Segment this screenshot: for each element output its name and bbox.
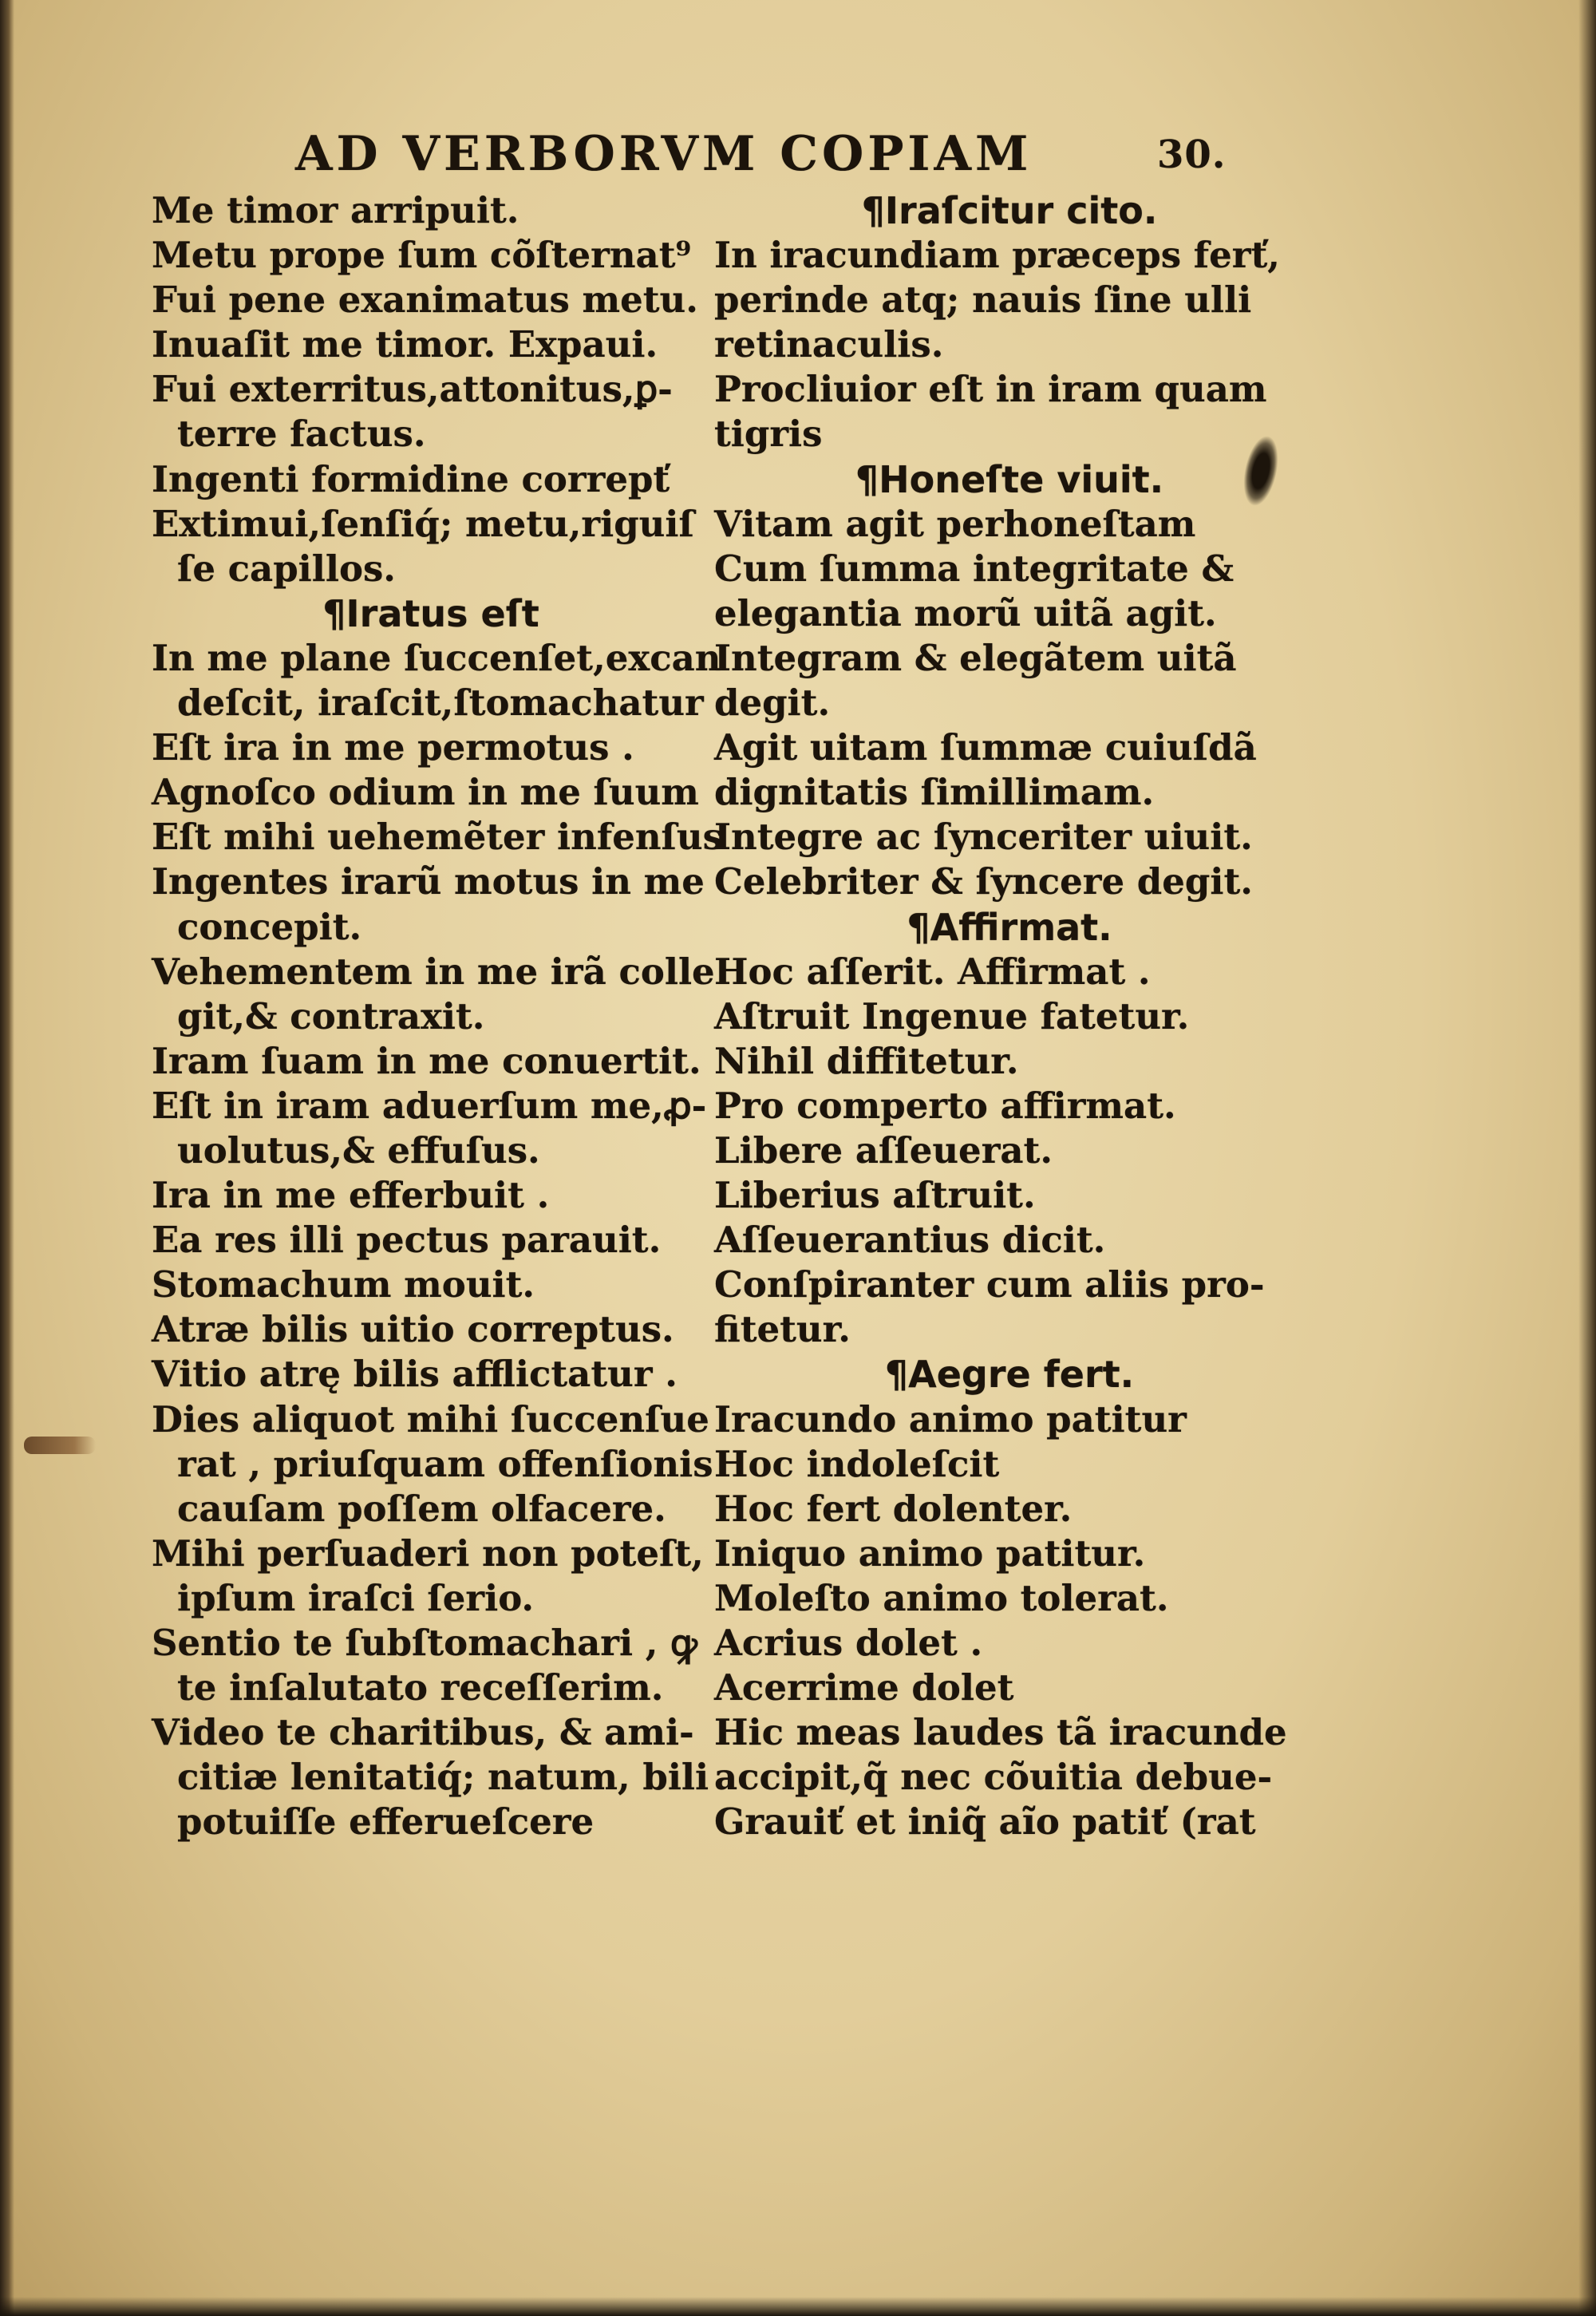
running-header — [295, 126, 1269, 182]
running-title: AD VERBORVM COPIAM — [295, 126, 1033, 182]
bookmark-tab — [24, 1437, 96, 1454]
text-line: Mihi perſuaderi non poteſt, — [152, 1531, 704, 1575]
text-line: Vitam agit perhoneſtam — [714, 502, 1196, 545]
text-line: Hoc fert dolenter. — [714, 1487, 1073, 1530]
text-line: Grauiť et iniq̃ aĩo patiť (rat — [714, 1800, 1256, 1844]
text-line: Nihil diffitetur. — [714, 1039, 1019, 1082]
text-line: In me plane ſuccenſet,excan — [152, 636, 721, 679]
text-line: Ira in me efferbuit . — [152, 1174, 550, 1217]
text-line: Iniquo animo patitur. — [714, 1531, 1146, 1575]
text-line: Fui pene exanimatus metu. — [152, 279, 698, 322]
section-heading: ¶Honeſte viuit. — [855, 457, 1164, 501]
text-line: Integre ac ſynceriter uiuit. — [714, 816, 1253, 859]
text-line: Iracundo animo patitur — [714, 1397, 1187, 1441]
text-line: Vitio atrę bilis afflictatur . — [152, 1353, 678, 1396]
text-line: terre factus. — [177, 413, 426, 456]
text-line: Hoc indoleſcit — [714, 1442, 1000, 1485]
text-line: Hic meas laudes tã iracunde — [714, 1711, 1287, 1754]
text-line: Eſt in iram aduerſum me,ꝓ- — [152, 1084, 707, 1127]
text-line: Liberius aſtruit. — [714, 1174, 1036, 1217]
text-line: Metu prope ſum cõſternat⁹ — [152, 234, 692, 277]
text-line: Ea res illi pectus parauit. — [152, 1219, 662, 1262]
text-line: Video te charitibus, & ami- — [152, 1711, 694, 1754]
text-line: Extimui,ſenſiq́; metu,riguiſ — [152, 502, 694, 545]
text-line: Me timor arripuit. — [152, 189, 519, 231]
text-line: Moleſto animo tolerat. — [714, 1576, 1169, 1619]
text-line: citiæ lenitatiq́; natum, bili — [177, 1756, 709, 1799]
text-line: accipit,q̃ nec cõuitia debue- — [714, 1756, 1273, 1799]
text-line: Hoc aſſerit. Affirmat . — [714, 950, 1151, 993]
text-line: Vehementem in me irã colle — [152, 950, 715, 993]
text-line: fitetur. — [714, 1308, 851, 1351]
text-line: Ingentes irarũ motus in me — [152, 860, 705, 903]
text-line: Agnoſco odium in me ſuum — [152, 771, 699, 814]
text-line: Acerrime dolet — [714, 1666, 1014, 1709]
text-line: cauſam poſſem olfacere. — [177, 1487, 666, 1530]
text-line: uolutus,& effuſus. — [177, 1128, 540, 1172]
text-line: Eſt ira in me permotus . — [152, 726, 634, 769]
text-line: perinde atq; nauis ſine ulli — [714, 279, 1252, 322]
section-heading: ¶Iratus eſt — [322, 591, 539, 635]
text-line: retinaculis. — [714, 323, 944, 366]
text-line: elegantia morũ uitã agit. — [714, 591, 1217, 634]
text-line: Stomachum mouit. — [152, 1263, 535, 1306]
section-heading: ¶Affirmat. — [907, 905, 1112, 949]
text-line: Dies aliquot mihi ſuccenſue — [152, 1397, 709, 1441]
text-line: Conſpiranter cum aliis pro- — [714, 1263, 1265, 1306]
text-line: Acrius dolet . — [714, 1622, 983, 1664]
text-line: Pro comperto affirmat. — [714, 1084, 1176, 1127]
section-heading: ¶Aegre fert. — [884, 1353, 1135, 1397]
page-binding-edge — [0, 0, 14, 2316]
text-line: Fui exterritus,attonitus,ꝑ- — [152, 368, 673, 411]
text-line: Sentio te ſubſtomachari , ꝙ — [152, 1622, 697, 1664]
text-line: Procliuior eſt in iram quam — [714, 368, 1267, 411]
text-line: tigris — [714, 413, 823, 456]
text-line: Aſſeuerantius dicit. — [714, 1219, 1106, 1262]
text-line: Cum ſumma integritate & — [714, 547, 1235, 590]
text-line: Iram ſuam in me conuertit. — [152, 1039, 701, 1082]
text-line: In iracundiam præceps ferť, — [714, 234, 1280, 277]
text-line: rat , priuſquam offenſionis — [177, 1442, 713, 1485]
text-line: Inuaſit me timor. Expaui. — [152, 323, 658, 366]
section-heading: ¶Iraſcitur cito. — [861, 189, 1158, 232]
text-line: potuiſſe efferueſcere — [177, 1800, 595, 1844]
text-line: Eſt mihi uehemẽter infenſus — [152, 816, 723, 859]
page-bottom-edge — [0, 2297, 1596, 2316]
text-line: degit. — [714, 682, 831, 725]
text-line: Integram & elegãtem uitã — [714, 636, 1237, 679]
text-line: Ingenti formidine correpť — [152, 457, 670, 500]
text-line: Aſtruit Ingenue fatetur. — [714, 994, 1190, 1037]
text-line: te inſalutato receſſerim. — [177, 1666, 664, 1709]
text-line: Celebriter & ſyncere degit. — [714, 860, 1253, 903]
left-text-column — [152, 188, 723, 1844]
folio-number: 30. — [1157, 132, 1227, 177]
text-line: ipſum iraſci ſerio. — [177, 1576, 535, 1619]
text-line: Agit uitam ſummæ cuiuſdã — [714, 726, 1257, 769]
text-line: Atræ bilis uitio correptus. — [152, 1308, 674, 1351]
text-line: concepit. — [177, 905, 362, 948]
right-text-column — [714, 188, 1305, 1844]
text-line: git,& contraxit. — [177, 994, 485, 1037]
page-right-edge — [1578, 0, 1596, 2316]
text-line: Libere aſſeuerat. — [714, 1128, 1053, 1172]
text-line: deſcit, iraſcit,ſtomachatur — [177, 682, 704, 725]
text-line: ſe capillos. — [177, 547, 396, 590]
text-line: dignitatis ſimillimam. — [714, 771, 1155, 814]
